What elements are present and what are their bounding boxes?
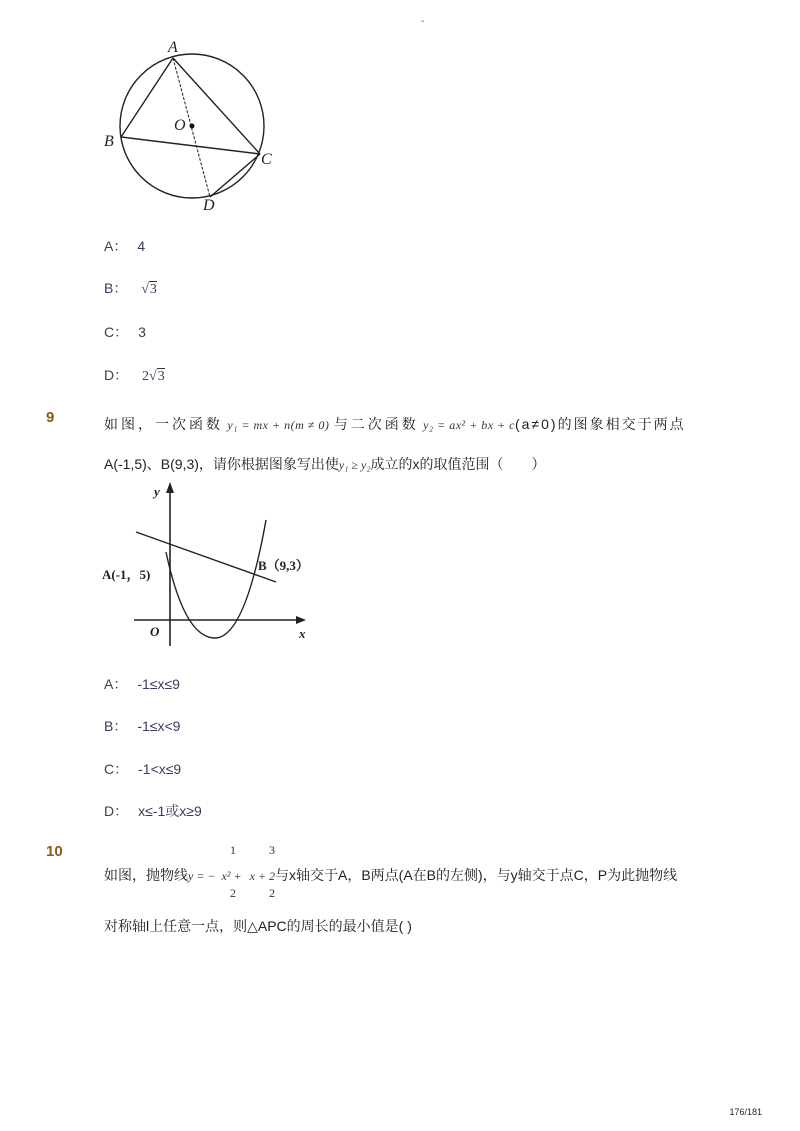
- q9-line-2: [104, 454, 546, 474]
- label-b: B: [104, 133, 114, 150]
- option-value: x≤-1或x≥9: [138, 803, 202, 819]
- q9-option-d[interactable]: [104, 801, 202, 821]
- label-d: D: [203, 197, 215, 214]
- option-key: B：: [104, 718, 128, 734]
- option-key: A：: [104, 238, 128, 254]
- option-value: -1<x≤9: [138, 761, 182, 777]
- top-mark: -: [421, 16, 425, 27]
- fraction-1-denominator: 2: [230, 886, 236, 900]
- q8-option-a[interactable]: [104, 236, 145, 256]
- option-value: 4: [137, 238, 146, 254]
- q8-option-b[interactable]: [104, 278, 157, 298]
- q9-points-text: A(-1,5)、B(9,3)，请你根据图象写出使: [104, 456, 339, 472]
- circle-figure: [100, 36, 290, 216]
- fraction-1-numerator: 1: [230, 843, 236, 857]
- graph-figure: [100, 478, 315, 650]
- option-key: C：: [104, 324, 129, 340]
- question-number: 9: [46, 409, 55, 426]
- option-key: D：: [104, 803, 129, 819]
- q10-eq-part-a: y = −: [188, 869, 216, 883]
- q10-text-end: 与x轴交于A，B两点(A在B的左侧)，与y轴交于点C，P为此抛物线: [275, 867, 678, 883]
- y-label: y: [154, 484, 160, 499]
- q8-option-d[interactable]: [104, 365, 165, 385]
- q10-line-2: 对称轴l上任意一点，则△APC的周长的最小值是( ): [104, 918, 412, 934]
- segment-cd: [210, 154, 260, 197]
- q9-quadratic-equation: y₂ = ax² + bx + c: [423, 418, 515, 432]
- fraction-2-numerator: 3: [269, 843, 275, 857]
- option-key: B：: [104, 280, 128, 296]
- q10-text-start: 如图，抛物线: [104, 867, 188, 883]
- label-c: C: [261, 151, 272, 168]
- point-a-label: A(-1，5): [102, 567, 151, 582]
- q9-text-end: (a≠0)的图象相交于两点: [514, 416, 686, 432]
- q10-eq-part-b: x² +: [221, 869, 242, 883]
- segment-bc: [121, 137, 260, 154]
- option-key: A：: [104, 676, 128, 692]
- origin-label: O: [150, 624, 160, 639]
- y-axis-arrow: [166, 482, 174, 493]
- q9-inequality: y₁ ≥ y₂: [338, 458, 371, 472]
- q9-option-a[interactable]: [104, 674, 180, 694]
- x-label: x: [299, 626, 306, 641]
- question-number: 10: [46, 843, 63, 860]
- sqrt-expression: √3: [141, 282, 157, 297]
- fraction-2-denominator: 2: [269, 886, 275, 900]
- x-axis-arrow: [296, 616, 306, 624]
- q9-text-start: 如图，一次函数: [104, 416, 223, 432]
- q9-text-mid: 与二次函数: [333, 416, 419, 432]
- q9-question-end: 成立的x的取值范围（ ）: [370, 456, 546, 472]
- page-number: 176/181: [729, 1107, 762, 1117]
- q9-option-b[interactable]: [104, 716, 180, 736]
- q9-line-1: [104, 414, 686, 434]
- label-o: O: [174, 117, 186, 134]
- q9-option-c[interactable]: [104, 759, 181, 779]
- q10-line-1: [104, 865, 677, 885]
- q10-eq-part-c: x + 2: [249, 869, 275, 883]
- point-b-label: B（9,3）: [258, 558, 309, 573]
- option-value: -1≤x<9: [137, 718, 181, 734]
- center-point: [190, 124, 195, 129]
- q8-option-c[interactable]: [104, 322, 146, 342]
- option-value: -1≤x≤9: [137, 676, 180, 692]
- q9-linear-equation: y₁ = mx + n(m ≠ 0): [227, 418, 330, 432]
- option-key: D：: [104, 367, 129, 383]
- label-a: A: [168, 39, 178, 56]
- option-key: C：: [104, 761, 129, 777]
- sqrt-expression: 2√3: [142, 369, 165, 384]
- option-value: 3: [138, 324, 146, 340]
- linear-function-line: [136, 532, 276, 582]
